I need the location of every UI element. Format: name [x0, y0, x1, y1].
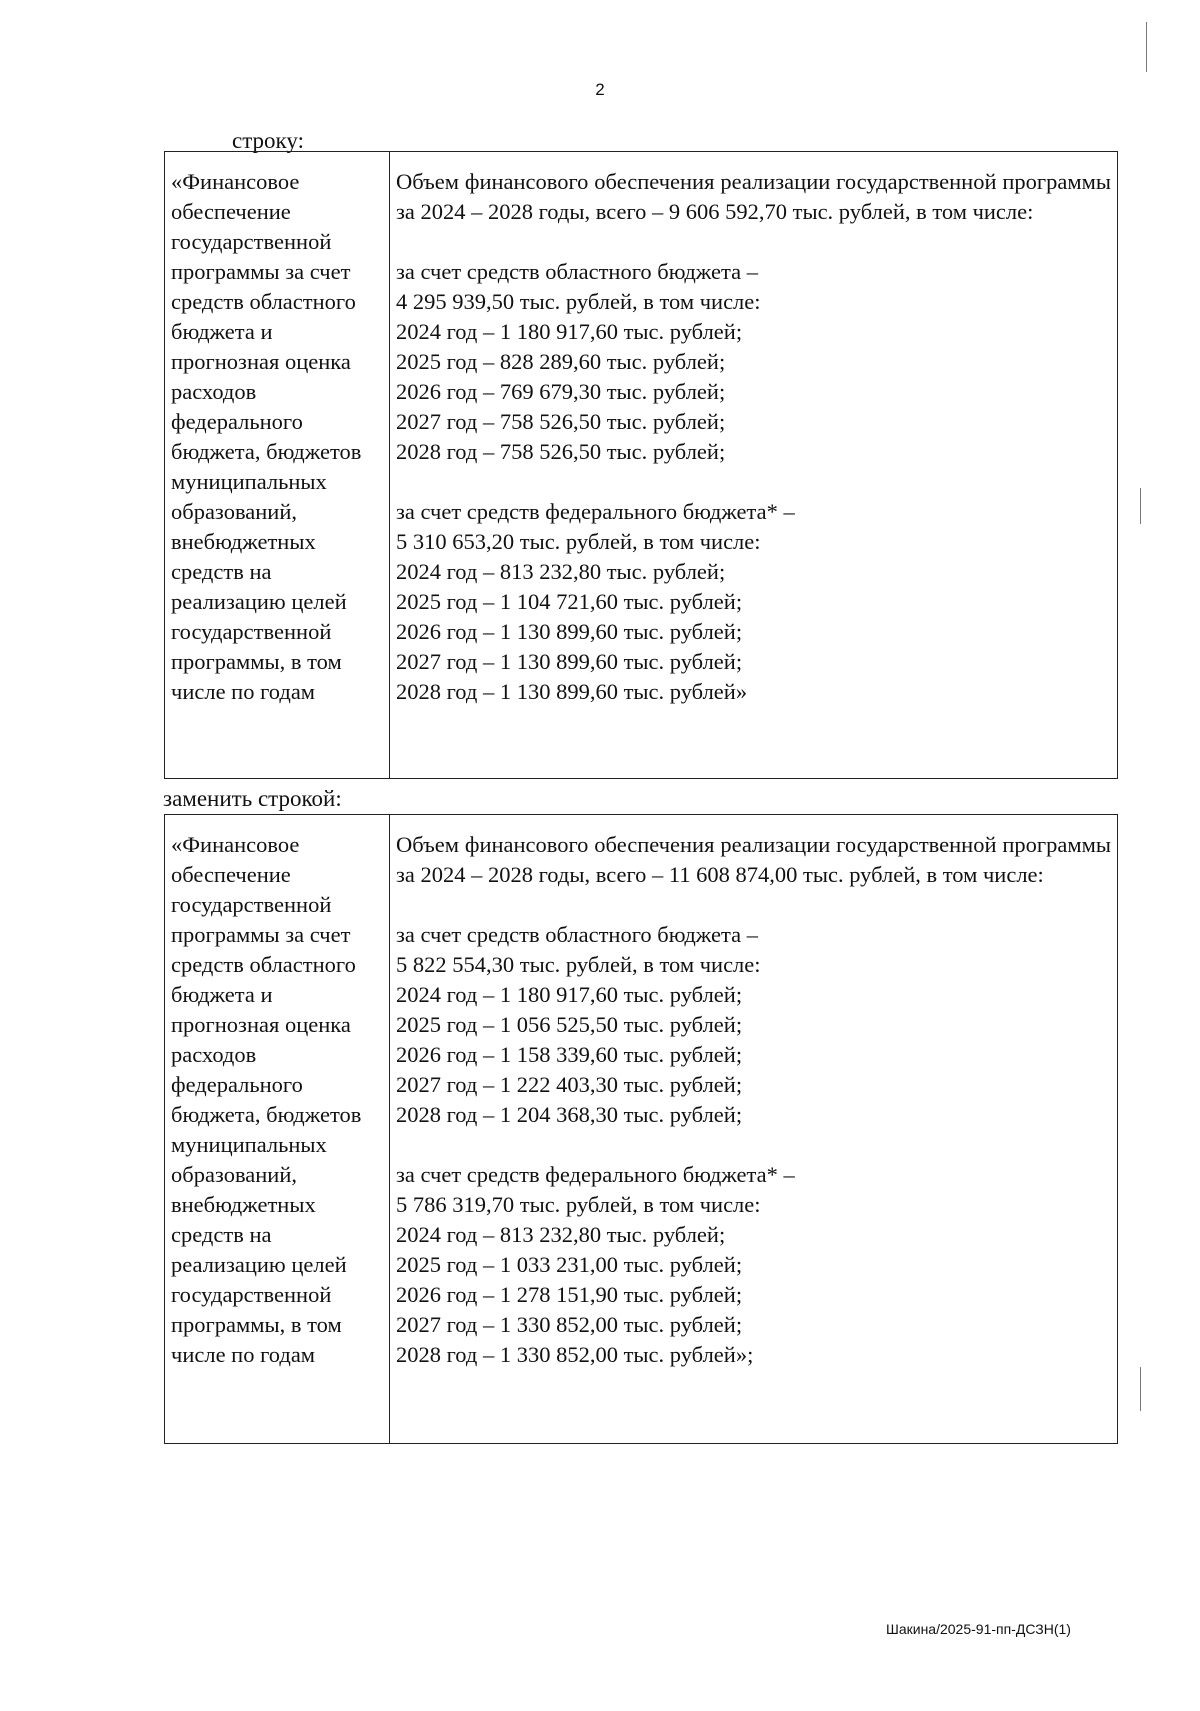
section-title: за счет средств областного бюджета –	[396, 922, 759, 947]
table-row	[165, 815, 1118, 1444]
caption-before: строку:	[232, 128, 304, 153]
value-cell	[390, 152, 1118, 779]
scan-mark	[1146, 22, 1147, 72]
year-line: 2025 год – 1 056 525,50 тыс. рублей;	[396, 1012, 743, 1037]
funding-header: Объем финансового обеспечения реализации государственной программы за 2024 – 2028 годы, всего – 11 608 874,00 тыс. рублей, в том числе:	[396, 832, 1111, 887]
year-line: 2028 год – 1 204 368,30 тыс. рублей;	[396, 1102, 743, 1127]
year-line: 2028 год – 758 526,50 тыс. рублей;	[396, 439, 726, 464]
regional-budget-section	[396, 257, 1111, 467]
table-row	[165, 152, 1118, 779]
year-line: 2027 год – 1 330 852,00 тыс. рублей;	[396, 1312, 743, 1337]
year-line: 2028 год – 1 130 899,60 тыс. рублей»	[396, 679, 748, 704]
scan-mark	[1140, 1367, 1141, 1411]
year-line: 2026 год – 1 158 339,60 тыс. рублей;	[396, 1042, 743, 1067]
year-line: 2025 год – 1 104 721,60 тыс. рублей;	[396, 589, 743, 614]
document-code: Шакина/2025-91-пп-ДСЗН(1)	[886, 1621, 1071, 1637]
scan-mark	[1140, 488, 1141, 524]
table-new-row	[164, 814, 1118, 1444]
label-cell	[165, 815, 390, 1444]
year-line: 2024 год – 1 180 917,60 тыс. рублей;	[396, 982, 743, 1007]
year-line: 2027 год – 1 130 899,60 тыс. рублей;	[396, 649, 743, 674]
section-title: за счет средств областного бюджета –	[396, 259, 759, 284]
year-line: 2028 год – 1 330 852,00 тыс. рублей»;	[396, 1342, 754, 1367]
year-line: 2025 год – 828 289,60 тыс. рублей;	[396, 349, 726, 374]
caption-after: заменить строкой:	[163, 786, 342, 811]
page-number: 2	[595, 80, 605, 99]
label-cell	[165, 152, 390, 779]
regional-budget-section	[396, 920, 1111, 1130]
year-line: 2027 год – 1 222 403,30 тыс. рублей;	[396, 1072, 743, 1097]
section-total: 4 295 939,50 тыс. рублей, в том числе:	[396, 289, 761, 314]
section-total: 5 822 554,30 тыс. рублей, в том числе:	[396, 952, 761, 977]
year-line: 2026 год – 1 130 899,60 тыс. рублей;	[396, 619, 743, 644]
section-total: 5 310 653,20 тыс. рублей, в том числе:	[396, 529, 761, 554]
section-total: 5 786 319,70 тыс. рублей, в том числе:	[396, 1192, 761, 1217]
federal-budget-section	[396, 497, 1111, 707]
year-line: 2024 год – 1 180 917,60 тыс. рублей;	[396, 319, 743, 344]
table-old-row	[164, 151, 1118, 779]
section-title: за счет средств федерального бюджета* –	[396, 499, 795, 524]
label-text: «Финансовое обеспечение государственной программы за счет средств областного бюджета и прогнозная оценка расходов федерального бюджета, бюджетов муниципальных образований, внебюджетных средств на реализацию целей государственной программы, в том числе по годам	[171, 169, 362, 704]
funding-header: Объем финансового обеспечения реализации государственной программы за 2024 – 2028 годы, всего – 9 606 592,70 тыс. рублей, в том числе:	[396, 169, 1111, 224]
section-title: за счет средств федерального бюджета* –	[396, 1162, 795, 1187]
year-line: 2026 год – 769 679,30 тыс. рублей;	[396, 379, 726, 404]
year-line: 2024 год – 813 232,80 тыс. рублей;	[396, 1222, 726, 1247]
label-text: «Финансовое обеспечение государственной программы за счет средств областного бюджета и прогнозная оценка расходов федерального бюджета, бюджетов муниципальных образований, внебюджетных средств на реализацию целей государственной программы, в том числе по годам	[171, 832, 362, 1367]
federal-budget-section	[396, 1160, 1111, 1370]
year-line: 2024 год – 813 232,80 тыс. рублей;	[396, 559, 726, 584]
year-line: 2025 год – 1 033 231,00 тыс. рублей;	[396, 1252, 743, 1277]
year-line: 2026 год – 1 278 151,90 тыс. рублей;	[396, 1282, 743, 1307]
value-cell	[390, 815, 1118, 1444]
year-line: 2027 год – 758 526,50 тыс. рублей;	[396, 409, 726, 434]
